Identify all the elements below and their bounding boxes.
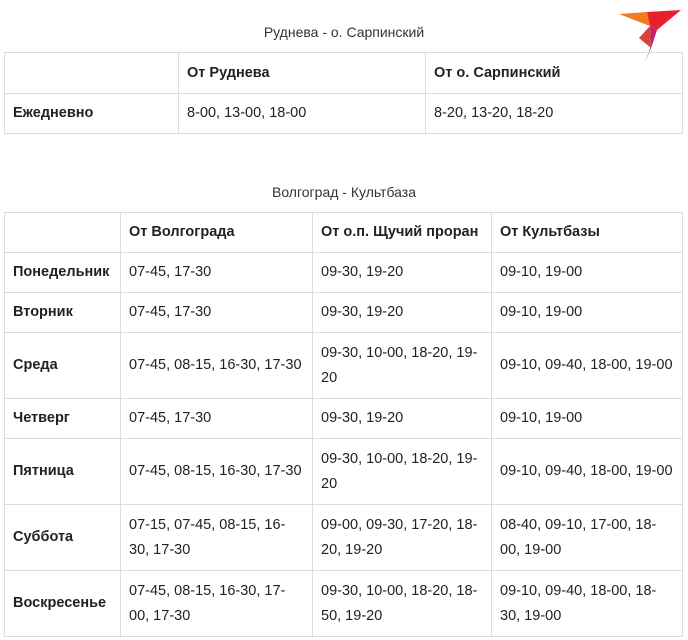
ferry-schedule-table-volgograd [4,212,683,637]
time-cell: 09-30, 10-00, 18-20, 19-20 [313,333,492,399]
time-cell: 09-10, 19-00 [492,293,683,333]
day-cell: Четверг [5,399,121,439]
header-cell: От Культбазы [492,213,683,253]
time-cell: 09-10, 09-40, 18-00, 18-30, 19-00 [492,571,683,637]
time-cell: 07-15, 07-45, 08-15, 16-30, 17-30 [121,505,313,571]
time-cell: 07-45, 08-15, 16-30, 17-30 [121,333,313,399]
table-header-row [5,213,683,253]
day-cell: Вторник [5,293,121,333]
table2-caption: Волгоград - Культбаза [271,184,417,200]
table-row [5,399,683,439]
day-cell: Среда [5,333,121,399]
time-cell: 09-10, 19-00 [492,253,683,293]
time-cell: 09-10, 09-40, 18-00, 19-00 [492,333,683,399]
table-header-row [5,53,683,94]
table-row [5,333,683,399]
table-row [5,94,683,134]
time-cell: 8-20, 13-20, 18-20 [426,94,683,134]
day-cell: Понедельник [5,253,121,293]
header-cell: От Волгограда [121,213,313,253]
time-cell: 07-45, 17-30 [121,253,313,293]
time-cell: 09-30, 19-20 [313,399,492,439]
time-cell: 07-45, 08-15, 16-30, 17-30 [121,439,313,505]
table1-caption: Руднева - о. Сарпинский [263,24,425,40]
table-row [5,253,683,293]
day-cell: Пятница [5,439,121,505]
day-cell: Воскресенье [5,571,121,637]
table-row [5,293,683,333]
time-cell: 09-30, 10-00, 18-20, 19-20 [313,439,492,505]
time-cell: 07-45, 17-30 [121,399,313,439]
time-cell: 08-40, 09-10, 17-00, 18-00, 19-00 [492,505,683,571]
time-cell: 09-30, 19-20 [313,293,492,333]
time-cell: 09-30, 10-00, 18-20, 18-50, 19-20 [313,571,492,637]
time-cell: 09-00, 09-30, 17-20, 18-20, 19-20 [313,505,492,571]
ferry-schedule-table-rudneva [4,52,683,134]
time-cell: 09-30, 19-20 [313,253,492,293]
time-cell: 07-45, 08-15, 16-30, 17-00, 17-30 [121,571,313,637]
day-cell: Суббота [5,505,121,571]
time-cell: 8-00, 13-00, 18-00 [179,94,426,134]
table-row [5,439,683,505]
table-row [5,505,683,571]
header-cell: От о. Сарпинский [426,53,683,94]
time-cell: 09-10, 09-40, 18-00, 19-00 [492,439,683,505]
table-row [5,571,683,637]
time-cell: 07-45, 17-30 [121,293,313,333]
day-cell: Ежедневно [5,94,179,134]
header-cell: От о.п. Щучий проран [313,213,492,253]
header-cell: От Руднева [179,53,426,94]
header-cell [5,213,121,253]
time-cell: 09-10, 19-00 [492,399,683,439]
header-cell [5,53,179,94]
